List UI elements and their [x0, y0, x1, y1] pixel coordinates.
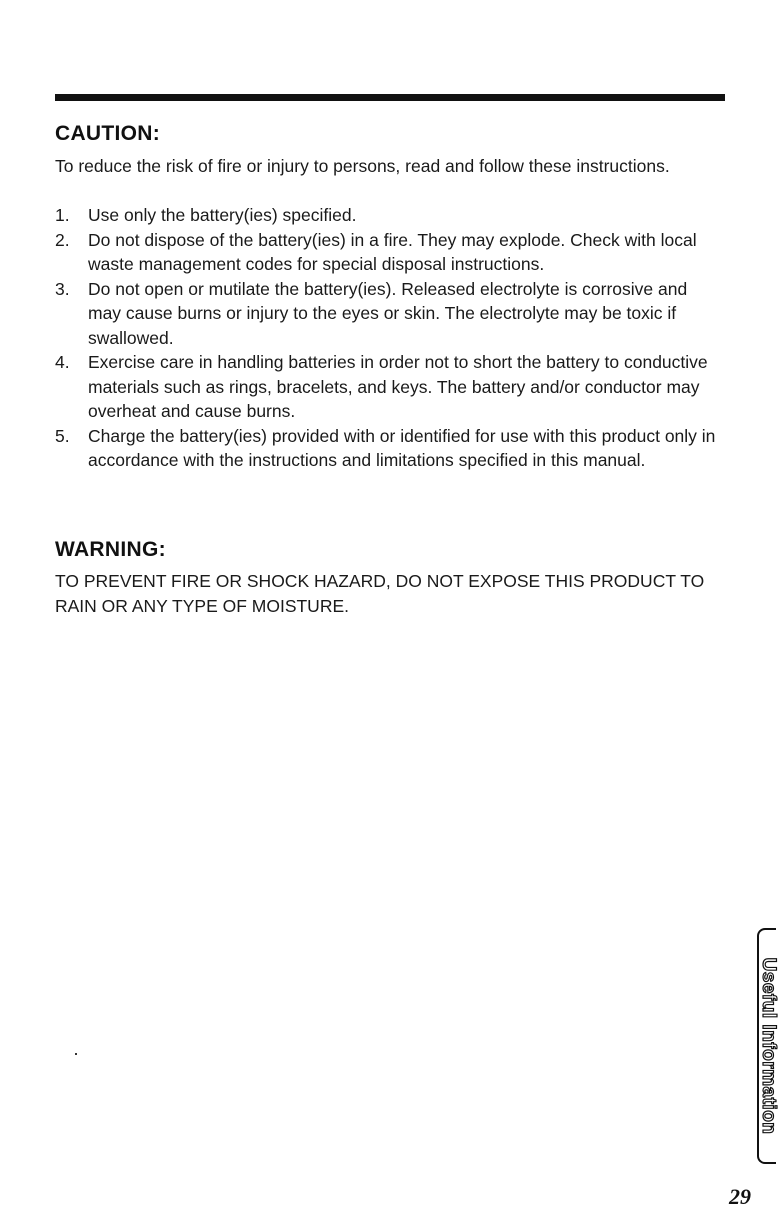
scan-speck	[75, 1053, 77, 1055]
section-tab-label: Useful Information	[757, 957, 779, 1135]
list-item-text: Use only the battery(ies) specified.	[88, 205, 357, 225]
list-item-number: 5.	[55, 425, 70, 446]
list-item	[55, 203, 725, 228]
warning-text: TO PREVENT FIRE OR SHOCK HAZARD, DO NOT EXPOSE THIS PRODUCT TO RAIN OR ANY TYPE OF MOISTURE.	[55, 571, 705, 616]
list-item-text: Do not dispose of the battery(ies) in a fire. They may explode. Check with local waste management codes for special disposal instructions.	[88, 229, 697, 274]
list-item-text: Exercise care in handling batteries in order not to short the battery to conductive materials such as rings, bracelets, and keys. The battery and/or conductor may overheat and cause burns.	[88, 352, 708, 421]
caution-intro: To reduce the risk of fire or injury to persons, read and follow these instructions.	[55, 156, 670, 176]
list-item-number: 2.	[55, 229, 70, 250]
caution-heading: CAUTION:	[55, 122, 161, 145]
list-item	[55, 350, 725, 424]
caution-list	[55, 203, 725, 473]
list-item	[55, 424, 725, 473]
page-number: 29	[729, 1184, 751, 1209]
section-tab	[757, 928, 779, 1164]
list-item-text: Charge the battery(ies) provided with or identified for use with this product only in accordance with the instructions and limitations specified in this manual.	[88, 425, 716, 470]
list-item-number: 3.	[55, 278, 70, 299]
list-item-text: Do not open or mutilate the battery(ies). Released electrolyte is corrosive and may cause burns or injury to the eyes or skin. The electrolyte may be toxic if swallowed.	[88, 278, 688, 348]
warning-heading: WARNING:	[55, 538, 166, 561]
list-item-number: 4.	[55, 352, 70, 372]
list-item	[55, 228, 725, 277]
list-item	[55, 277, 725, 351]
top-rule	[55, 94, 725, 101]
list-item-number: 1.	[55, 205, 70, 225]
